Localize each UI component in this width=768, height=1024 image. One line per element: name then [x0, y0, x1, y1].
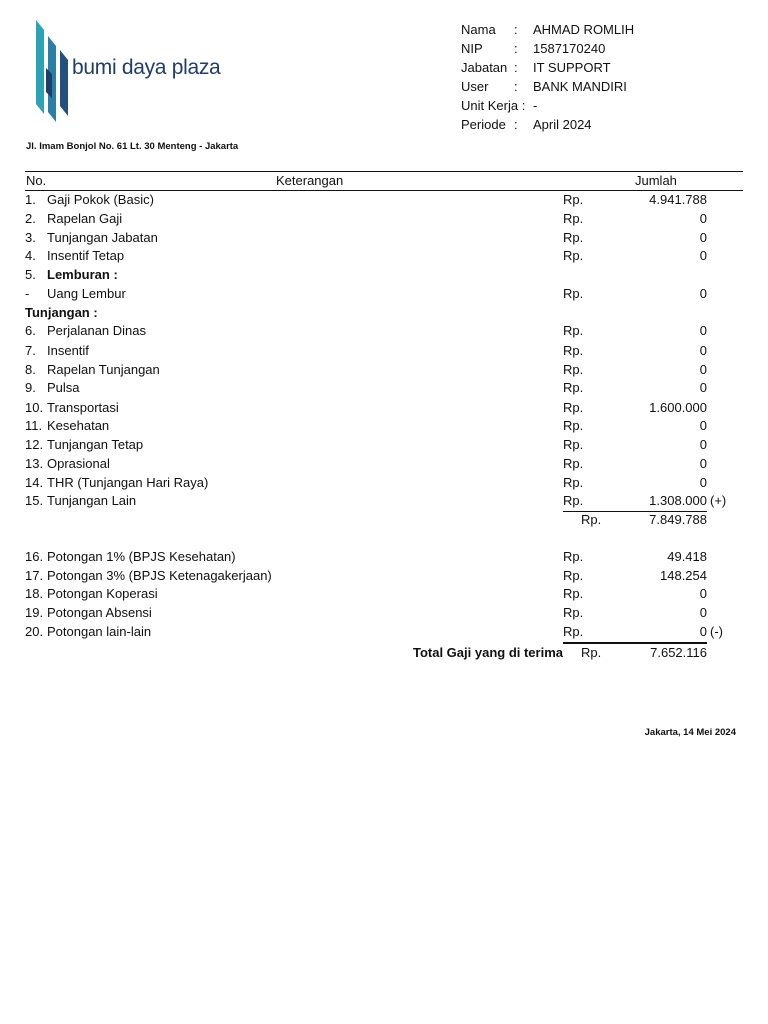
- header-no: No.: [26, 173, 47, 188]
- row-number: 2.: [25, 211, 36, 226]
- row-description: Tunjangan Lain: [47, 493, 137, 508]
- employee-info-value: April 2024: [533, 117, 592, 132]
- table-row: [0, 435, 768, 454]
- row-amount: 0: [699, 475, 707, 490]
- table-row: [0, 341, 768, 360]
- table-row: [0, 454, 768, 473]
- row-currency: Rp.: [563, 343, 584, 358]
- row-number: 8.: [25, 362, 36, 377]
- gross-amount: 7.849.788: [649, 512, 707, 527]
- row-number: 19.: [25, 605, 44, 620]
- row-description: THR (Tunjangan Hari Raya): [47, 475, 209, 490]
- row-description: Potongan lain-lain: [47, 624, 152, 639]
- row-number: 1.: [25, 192, 36, 207]
- row-amount: 0: [699, 437, 707, 452]
- row-number: 4.: [25, 248, 36, 263]
- row-amount: 0: [699, 286, 707, 301]
- employee-info-colon: :: [514, 60, 518, 75]
- employee-info-colon: :: [514, 79, 518, 94]
- row-number: 17.: [25, 568, 44, 583]
- row-currency: Rp.: [563, 437, 584, 452]
- header-jumlah: Jumlah: [635, 173, 677, 188]
- row-number: 3.: [25, 230, 36, 245]
- row-currency: Rp.: [563, 418, 584, 433]
- row-amount: 0: [699, 418, 707, 433]
- employee-info-value: BANK MANDIRI: [533, 79, 627, 94]
- table-row: [0, 246, 768, 265]
- table-row: [0, 265, 768, 284]
- row-amount: 0: [699, 605, 707, 620]
- row-description: Potongan 3% (BPJS Ketenagakerjaan): [47, 568, 272, 583]
- employee-info-value: AHMAD ROMLIH: [533, 22, 635, 37]
- row-description: Oprasional: [47, 456, 110, 471]
- row-description: Potongan Absensi: [47, 605, 152, 620]
- row-amount: 0: [699, 230, 707, 245]
- row-description: Potongan Koperasi: [47, 586, 158, 601]
- company-address: Jl. Imam Bonjol No. 61 Lt. 30 Menteng - Jakarta: [26, 141, 239, 152]
- row-amount: 1.308.000: [649, 493, 707, 508]
- row-description: Rapelan Tunjangan: [47, 362, 160, 377]
- row-sign: (-): [710, 624, 723, 639]
- row-amount: 0: [699, 362, 707, 377]
- employee-info-label: Unit Kerja :: [461, 98, 526, 113]
- row-amount: 0: [699, 323, 707, 338]
- row-amount: 148.254: [660, 568, 707, 583]
- row-number: 6.: [25, 323, 36, 338]
- row-amount: 0: [699, 456, 707, 471]
- table-row: [0, 416, 768, 435]
- row-currency: Rp.: [563, 362, 584, 377]
- row-description: Insentif Tetap: [47, 248, 125, 263]
- table-row: [0, 491, 768, 510]
- row-amount: 0: [699, 380, 707, 395]
- section-heading-row: [0, 303, 768, 322]
- table-row: [0, 321, 768, 340]
- company-logo-text: bumi daya plaza: [72, 56, 221, 79]
- table-row: [0, 398, 768, 417]
- total-currency: Rp.: [581, 645, 602, 660]
- employee-info-colon: :: [514, 22, 518, 37]
- row-number: 10.: [25, 400, 44, 415]
- table-row: [0, 378, 768, 397]
- row-number: 16.: [25, 549, 44, 564]
- row-description: Kesehatan: [47, 418, 110, 433]
- employee-info-colon: :: [514, 117, 518, 132]
- table-row: [0, 622, 768, 641]
- table-row: [0, 566, 768, 585]
- table-row: [0, 360, 768, 379]
- row-description: Pulsa: [47, 380, 80, 395]
- row-number: -: [25, 286, 30, 301]
- row-currency: Rp.: [563, 493, 584, 508]
- row-currency: Rp.: [563, 380, 584, 395]
- row-number: 20.: [25, 624, 44, 639]
- gross-currency: Rp.: [581, 512, 602, 527]
- row-amount: 0: [699, 248, 707, 263]
- row-currency: Rp.: [563, 624, 584, 639]
- row-number: 11.: [25, 418, 43, 433]
- row-amount: 49.418: [667, 549, 707, 564]
- row-number: 18.: [25, 586, 44, 601]
- row-currency: Rp.: [563, 475, 584, 490]
- row-description: Tunjangan Tetap: [47, 437, 144, 452]
- row-number: 13.: [25, 456, 44, 471]
- header-keterangan: Keterangan: [276, 173, 344, 188]
- row-number: 15.: [25, 493, 44, 508]
- employee-info-label: Periode: [461, 117, 506, 132]
- row-description: Gaji Pokok (Basic): [47, 192, 154, 207]
- row-currency: Rp.: [563, 400, 584, 415]
- row-currency: Rp.: [563, 192, 584, 207]
- employee-info-label: User: [461, 79, 489, 94]
- row-currency: Rp.: [563, 549, 584, 564]
- row-amount: 4.941.788: [649, 192, 707, 207]
- row-number: 12.: [25, 437, 44, 452]
- row-currency: Rp.: [563, 456, 584, 471]
- table-row: [0, 190, 768, 209]
- employee-info-value: 1587170240: [533, 41, 606, 56]
- employee-info-colon: :: [514, 41, 518, 56]
- table-row: [0, 547, 768, 566]
- row-currency: Rp.: [563, 323, 584, 338]
- row-currency: Rp.: [563, 248, 584, 263]
- row-currency: Rp.: [563, 230, 584, 245]
- table-row: [0, 603, 768, 622]
- logo-bar-1: [36, 20, 44, 114]
- table-top-rule: [25, 171, 743, 172]
- net-total-row: [0, 643, 768, 662]
- row-description: Transportasi: [47, 400, 119, 415]
- table-row: [0, 284, 768, 303]
- row-currency: Rp.: [563, 605, 584, 620]
- row-amount: 1.600.000: [649, 400, 707, 415]
- employee-info-label: Jabatan: [461, 60, 508, 75]
- row-description: Tunjangan Jabatan: [47, 230, 158, 245]
- row-description: Perjalanan Dinas: [47, 323, 147, 338]
- row-description: Lemburan :: [47, 267, 118, 282]
- row-sign: (+): [710, 493, 727, 508]
- row-amount: 0: [699, 211, 707, 226]
- row-amount: 0: [699, 343, 707, 358]
- row-number: 7.: [25, 343, 36, 358]
- total-amount: 7.652.116: [650, 645, 707, 660]
- employee-info-value: IT SUPPORT: [533, 60, 611, 75]
- employee-info-label: NIP: [461, 41, 483, 56]
- row-description: Potongan 1% (BPJS Kesehatan): [47, 549, 236, 564]
- employee-info-value: -: [533, 98, 538, 113]
- row-number: 14.: [25, 475, 44, 490]
- row-description: Rapelan Gaji: [47, 211, 123, 226]
- signature-place-date: Jakarta, 14 Mei 2024: [644, 727, 736, 738]
- total-label: Total Gaji yang di terima: [412, 645, 563, 660]
- gross-total-row: [0, 510, 768, 529]
- table-row: [0, 584, 768, 603]
- table-row: [0, 228, 768, 247]
- allowance-heading: Tunjangan :: [25, 305, 98, 320]
- row-description: Uang Lembur: [47, 286, 126, 301]
- row-currency: Rp.: [563, 211, 584, 226]
- employee-info-label: Nama: [461, 22, 496, 37]
- table-row: [0, 473, 768, 492]
- table-row: [0, 209, 768, 228]
- row-amount: 0: [699, 586, 707, 601]
- row-number: 5.: [25, 267, 36, 282]
- row-amount: 0: [699, 624, 707, 639]
- logo-bar-3: [60, 50, 68, 116]
- row-currency: Rp.: [563, 568, 584, 583]
- row-description: Insentif: [47, 343, 89, 358]
- row-number: 9.: [25, 380, 36, 395]
- row-currency: Rp.: [563, 286, 584, 301]
- row-currency: Rp.: [563, 586, 584, 601]
